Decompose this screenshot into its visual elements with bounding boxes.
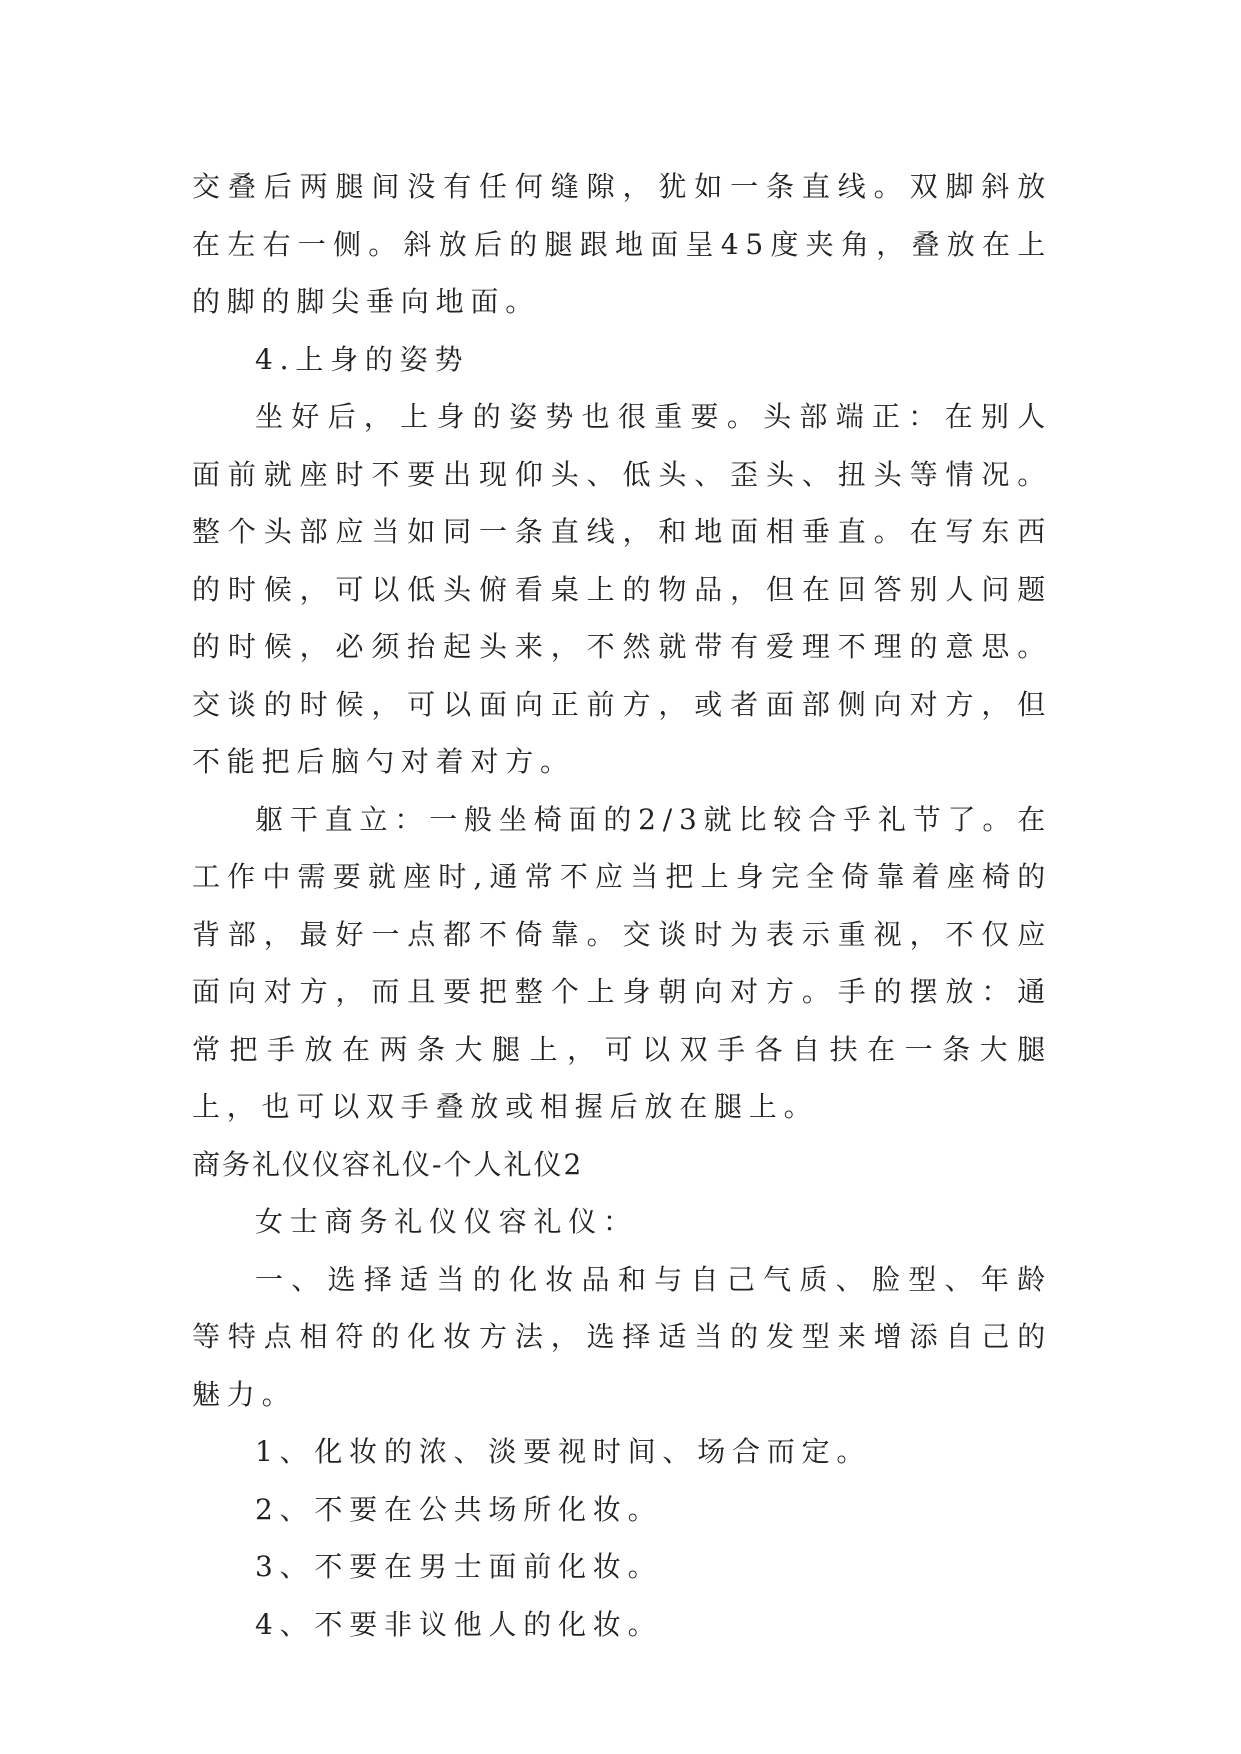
document-page <box>192 158 1052 1653</box>
paragraph-female-etiquette-intro: 女士商务礼仪仪容礼仪： <box>255 1205 638 1238</box>
list-item-4: 4、不要非议他人的化妆。 <box>255 1607 663 1641</box>
paragraph-sitting-legs: 交叠后两腿间没有任何缝隙，犹如一条直线。双脚斜放在左右一侧。斜放后的腿跟地面呈45度夹角，叠放在上的脚的脚尖垂向地面。 <box>192 170 1052 318</box>
paragraph-torso-posture: 躯干直立：一般坐椅面的2/3就比较合乎礼节了。在工作中需要就座时,通常不应当把上身完全倚靠着座椅的背部，最好一点都不倚靠。交谈时为表示重视，不仅应面向对方，而且要把整个上身朝向对方。手的摆放：通常把手放在两条大腿上，可以双手各自扶在一条大腿上，也可以双手叠放或相握后放在腿上。 <box>192 802 1052 1123</box>
list-item-3: 3、不要在男士面前化妆。 <box>255 1550 663 1583</box>
section-heading: 商务礼仪仪容礼仪-个人礼仪2 <box>192 1147 584 1181</box>
paragraph-head-posture: 坐好后，上身的姿势也很重要。头部端正：在别人面前就座时不要出现仰头、低头、歪头、扭头等情况。整个头部应当如同一条直线，和地面相垂直。在写东西的时候，可以低头俯看桌上的物品，但在回答别人问题的时候，必须抬起头来，不然就带有爱理不理的意思。交谈的时候，可以面向正前方，或者面部侧向对方，但不能把后脑勺对着对方。 <box>192 400 1052 778</box>
paragraph-makeup-choice: 一、选择适当的化妆品和与自己气质、脸型、年龄等特点相符的化妆方法，选择适当的发型来增添自己的魅力。 <box>192 1262 1052 1411</box>
list-item-1: 1、化妆的浓、淡要视时间、场合而定。 <box>255 1435 872 1468</box>
list-item-2: 2、不要在公共场所化妆。 <box>255 1492 663 1526</box>
subheading-upper-body-posture: 4.上身的姿势 <box>255 342 470 376</box>
